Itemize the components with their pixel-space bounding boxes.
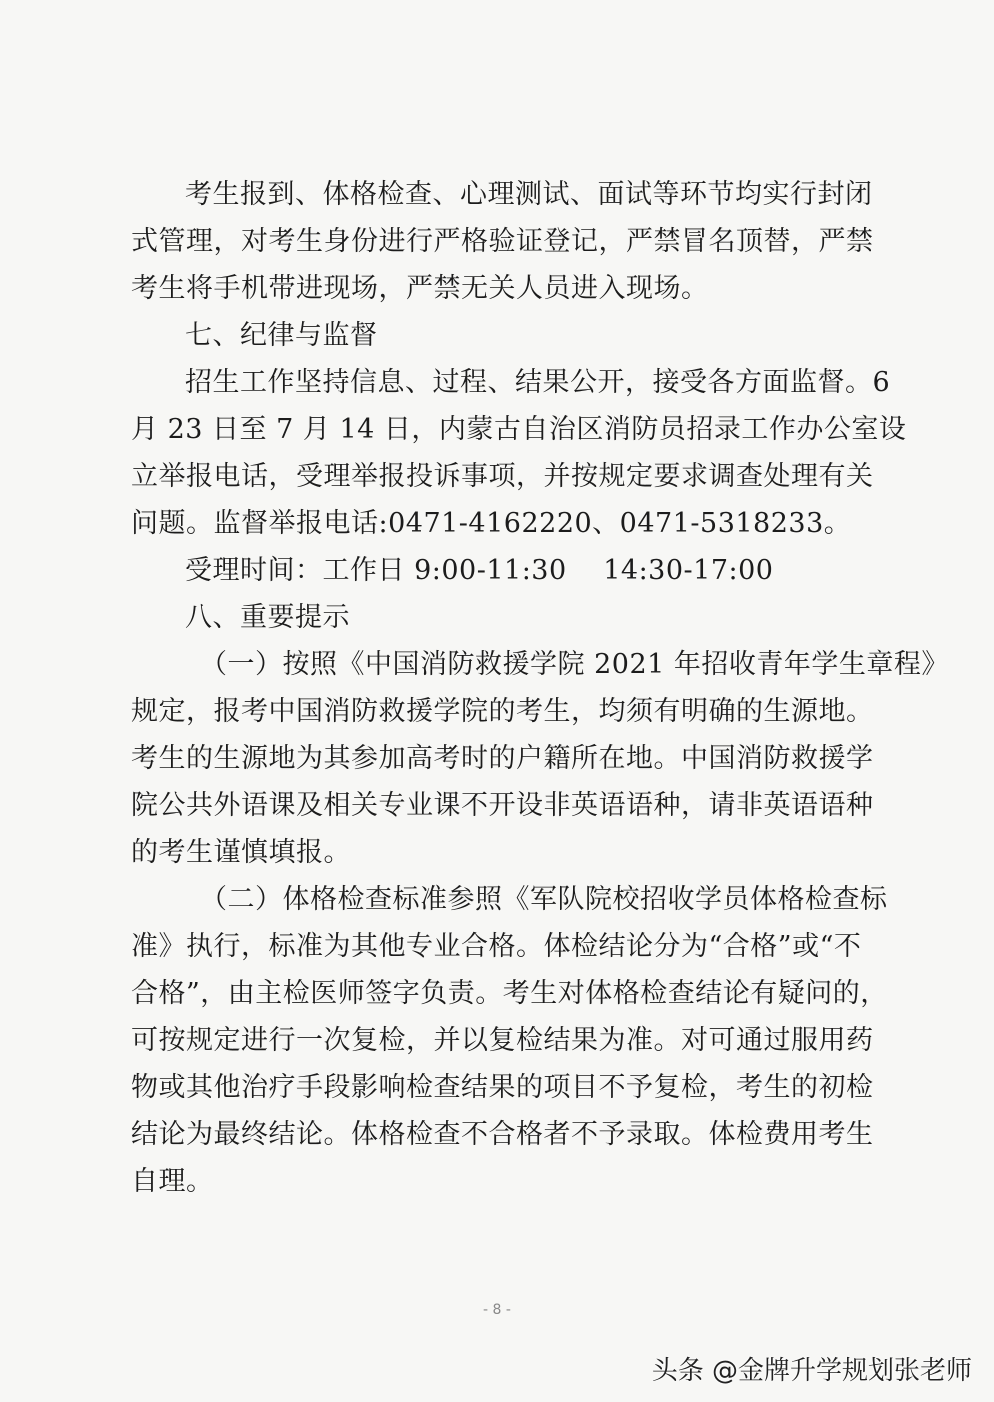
paragraph-note-2-line-6: 结论为最终结论。体格检查不合格者不予录取。体检费用考生 — [131, 1119, 874, 1150]
paragraph-note-1-line-2: 规定，报考中国消防救援学院的考生，均须有明确的生源地。 — [131, 696, 874, 727]
paragraph-office-hours: 受理时间：工作日 9:00-11:30 14:30-17:00 — [185, 555, 774, 586]
paragraph-note-2-line-1: （二）体格检查标准参照《军队院校招收学员体格检查标 — [200, 884, 888, 915]
paragraph-note-1-line-1: （一）按照《中国消防救援学院 2021 年招收青年学生章程》 — [200, 649, 949, 680]
paragraph-note-2-line-3: 合格”，由主检医师签字负责。考生对体格检查结论有疑问的， — [131, 978, 888, 1009]
paragraph-supervision-line-4: 问题。监督举报电话:0471-4162220、0471-5318233。 — [131, 508, 852, 539]
paragraph-note-2-line-4: 可按规定进行一次复检，并以复检结果为准。对可通过服用药 — [131, 1025, 874, 1056]
paragraph-closed-management-line-1: 考生报到、体格检查、心理测试、面试等环节均实行封闭 — [185, 179, 873, 210]
paragraph-supervision-line-3: 立举报电话，受理举报投诉事项，并按规定要求调查处理有关 — [131, 461, 874, 492]
section-heading-important-notes: 八、重要提示 — [185, 602, 350, 633]
paragraph-note-2-line-2: 准》执行，标准为其他专业合格。体检结论分为“合格”或“不 — [131, 931, 862, 962]
source-watermark: 头条 @金牌升学规划张老师 — [651, 1356, 972, 1386]
paragraph-supervision-line-2: 月 23 日至 7 月 14 日，内蒙古自治区消防员招录工作办公室设 — [131, 414, 907, 445]
paragraph-closed-management-line-3: 考生将手机带进现场，严禁无关人员进入现场。 — [131, 273, 709, 304]
paragraph-note-2-line-5: 物或其他治疗手段影响检查结果的项目不予复检，考生的初检 — [131, 1072, 874, 1103]
paragraph-closed-management-line-2: 式管理，对考生身份进行严格验证登记，严禁冒名顶替，严禁 — [131, 226, 874, 257]
paragraph-note-1-line-3: 考生的生源地为其参加高考时的户籍所在地。中国消防救援学 — [131, 743, 874, 774]
paragraph-supervision-line-1: 招生工作坚持信息、过程、结果公开，接受各方面监督。6 — [185, 367, 891, 398]
paragraph-note-1-line-5: 的考生谨慎填报。 — [131, 837, 351, 868]
section-heading-discipline: 七、纪律与监督 — [185, 320, 378, 351]
page-number: - 8 - — [483, 1302, 511, 1318]
paragraph-note-2-line-7: 自理。 — [131, 1166, 214, 1197]
paragraph-note-1-line-4: 院公共外语课及相关专业课不开设非英语语种，请非英语语种 — [131, 790, 874, 821]
